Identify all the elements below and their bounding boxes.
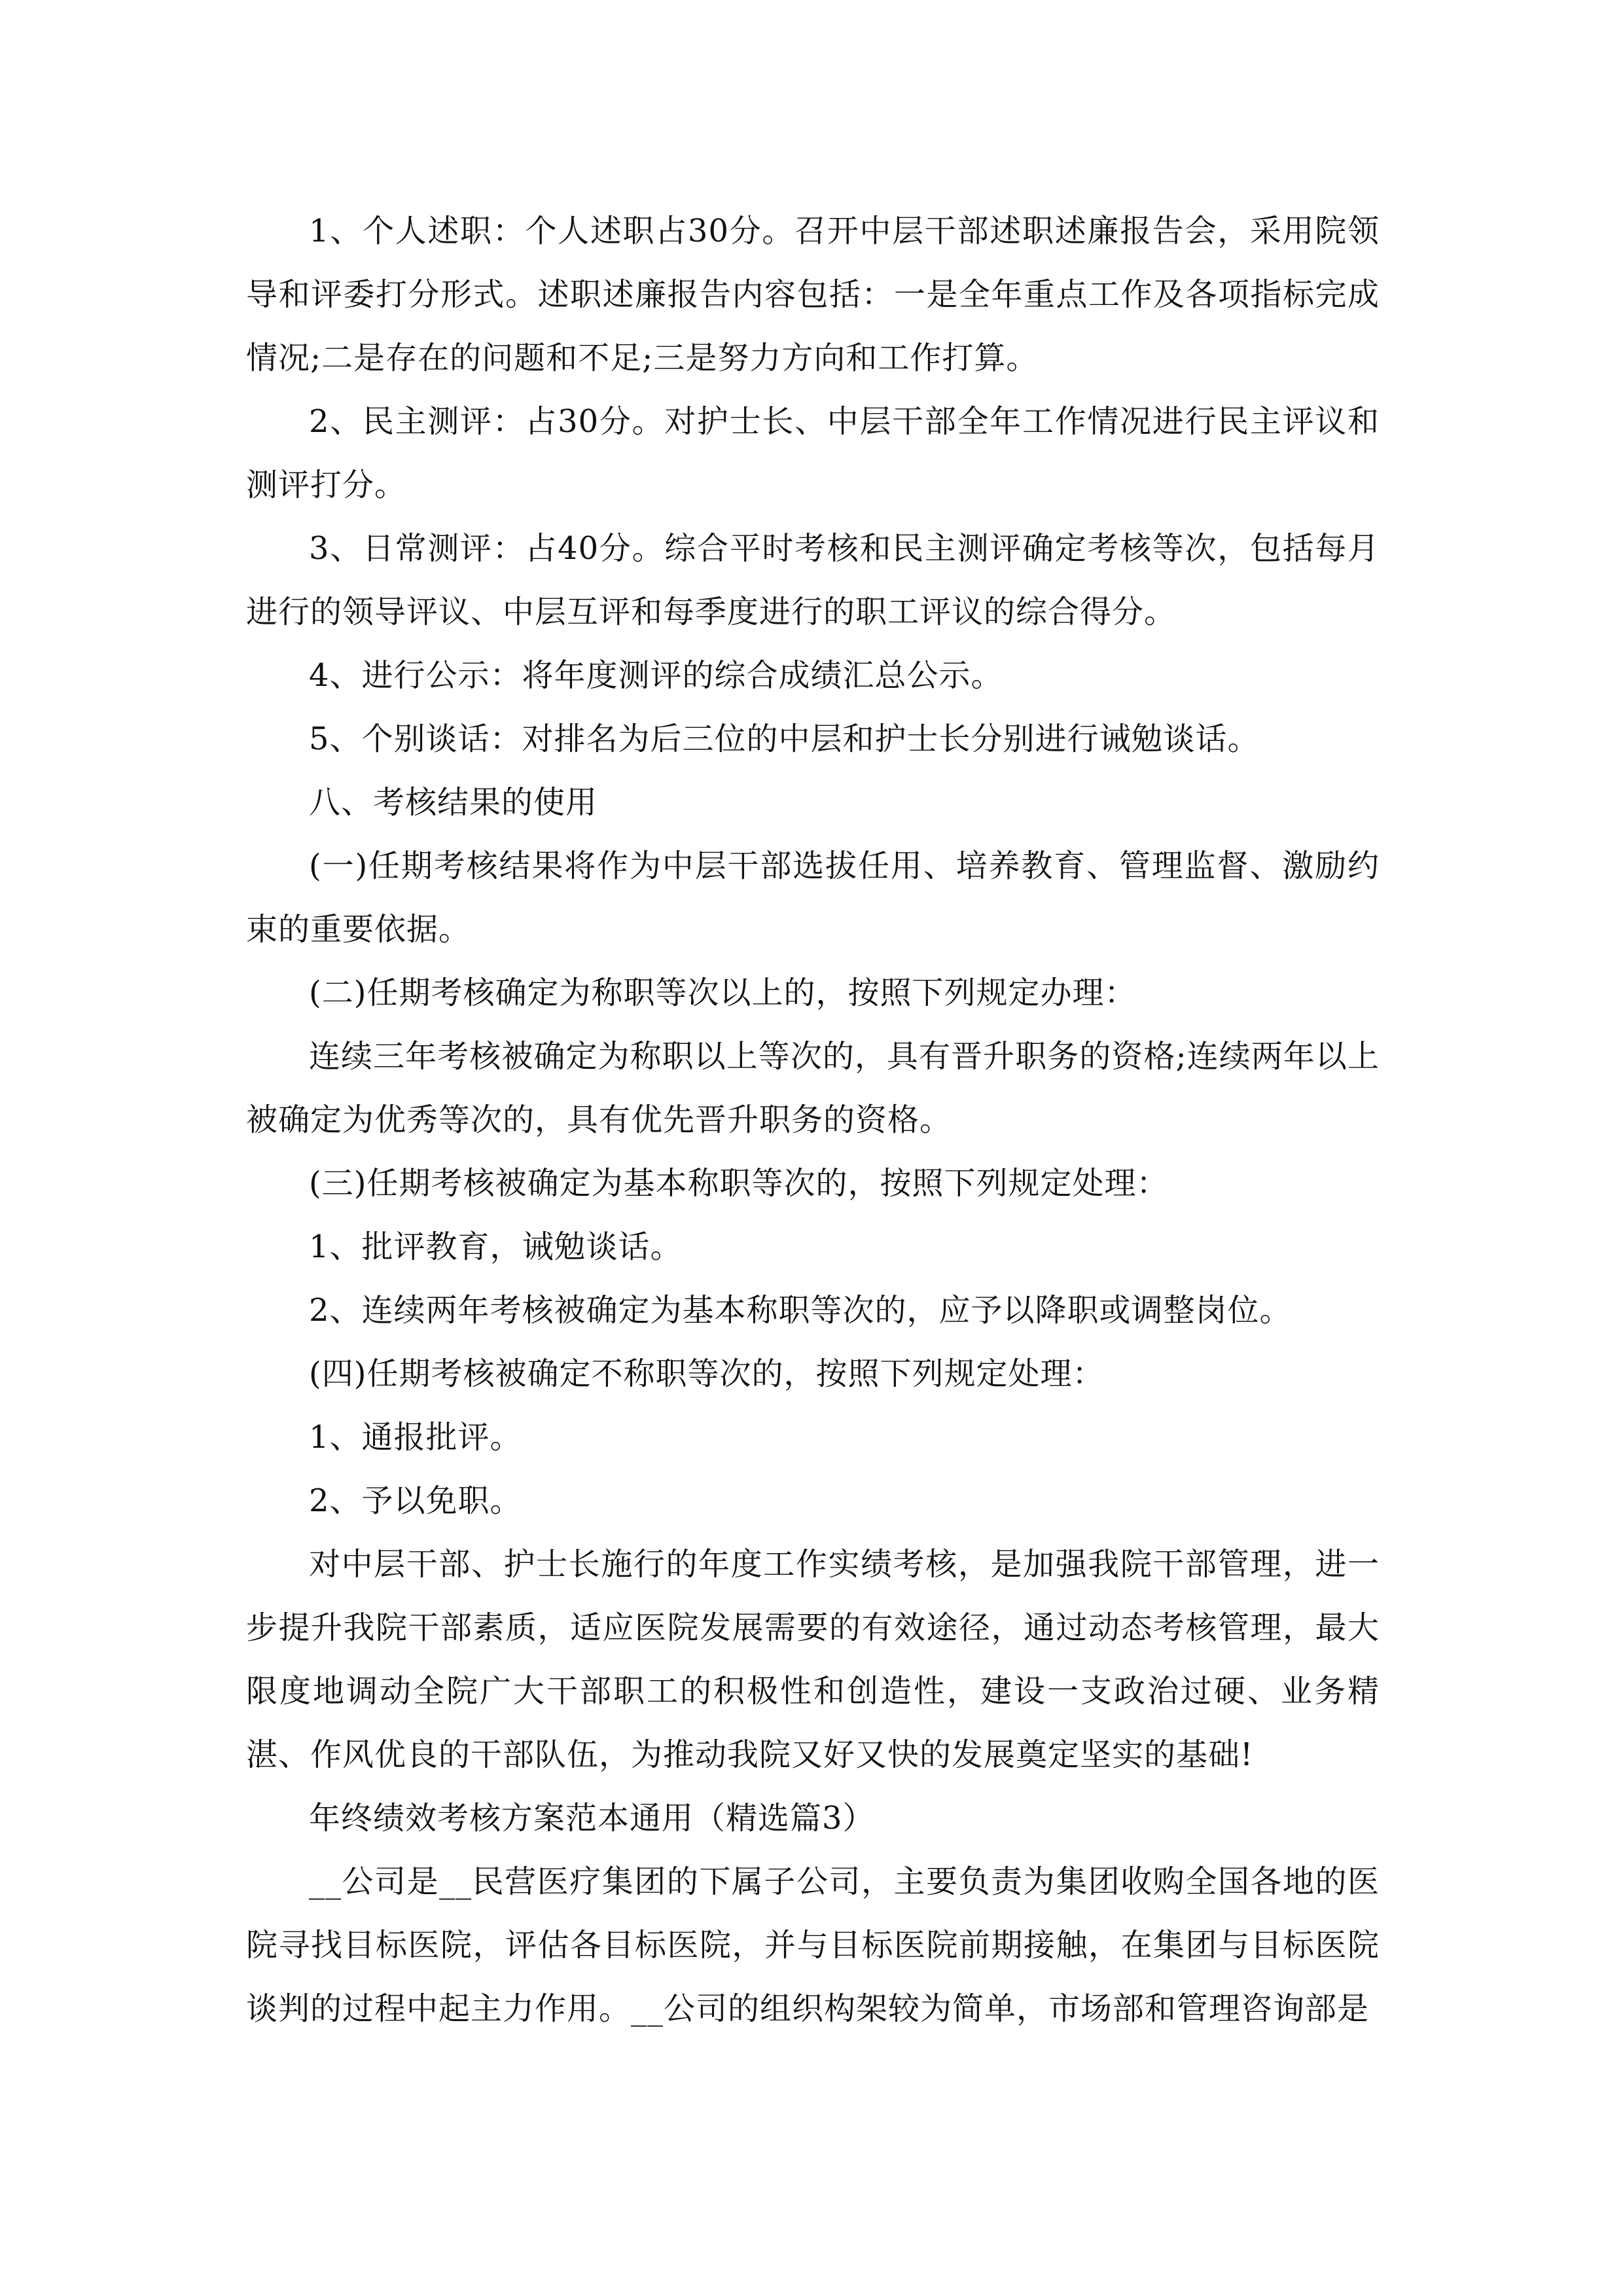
paragraph: (三)任期考核被确定为基本称职等次的，按照下列规定处理： [309, 1165, 1169, 1202]
paragraph: 2、民主测评：占30分。对护士长、中层干部全年工作情况进行民主评议和测评打分。 [246, 403, 1380, 503]
paragraph: 1、批评教育，诫勉谈话。 [309, 1229, 683, 1265]
paragraph: __公司是__民营医疗集团的下属子公司，主要负责为集团收购全国各地的医院寻找目标医院，评估各目标医院，并与目标医院前期接触，在集团与目标医院谈判的过程中起主力作用。__公司的组织构架较为简单，市场部和管理咨询部是 [246, 1863, 1380, 2027]
paragraph: 5、个别谈话：对排名为后三位的中层和护士长分别进行诫勉谈话。 [309, 721, 1260, 757]
paragraph: 1、个人述职：个人述职占30分。召开中层干部述职述廉报告会，采用院领导和评委打分形式。述职述廉报告内容包括：一是全年重点工作及各项指标完成情况;二是存在的问题和不足;三是努力方向和工作打算。 [246, 213, 1380, 376]
paragraph: 连续三年考核被确定为称职以上等次的，具有晋升职务的资格;连续两年以上被确定为优秀等次的，具有优先晋升职务的资格。 [246, 1038, 1380, 1138]
paragraph: (四)任期考核被确定不称职等次的，按照下列规定处理： [309, 1355, 1105, 1392]
paragraph: (二)任期考核确定为称职等次以上的，按照下列规定办理： [309, 975, 1137, 1011]
paragraph: 2、连续两年考核被确定为基本称职等次的，应予以降职或调整岗位。 [309, 1292, 1292, 1329]
document-page [246, 200, 1380, 2041]
paragraph: 1、通报批评。 [309, 1419, 522, 1456]
paragraph: 4、进行公示：将年度测评的综合成绩汇总公示。 [309, 657, 1003, 694]
paragraph: 2、予以免职。 [309, 1482, 522, 1519]
section-title: 年终绩效考核方案范本通用（精选篇3） [309, 1800, 875, 1837]
paragraph: 3、日常测评：占40分。综合平时考核和民主测评确定考核等次，包括每月进行的领导评议、中层互评和每季度进行的职工评议的综合得分。 [246, 530, 1380, 630]
paragraph: 对中层干部、护士长施行的年度工作实绩考核，是加强我院干部管理，进一步提升我院干部素质，适应医院发展需要的有效途径，通过动态考核管理，最大限度地调动全院广大干部职工的积极性和创造性，建设一支政治过硬、业务精湛、作风优良的干部队伍，为推动我院又好又快的发展奠定坚实的基础! [246, 1546, 1380, 1773]
section-heading: 八、考核结果的使用 [309, 784, 598, 821]
paragraph: (一)任期考核结果将作为中层干部选拔任用、培养教育、管理监督、激励约束的重要依据。 [246, 848, 1380, 948]
